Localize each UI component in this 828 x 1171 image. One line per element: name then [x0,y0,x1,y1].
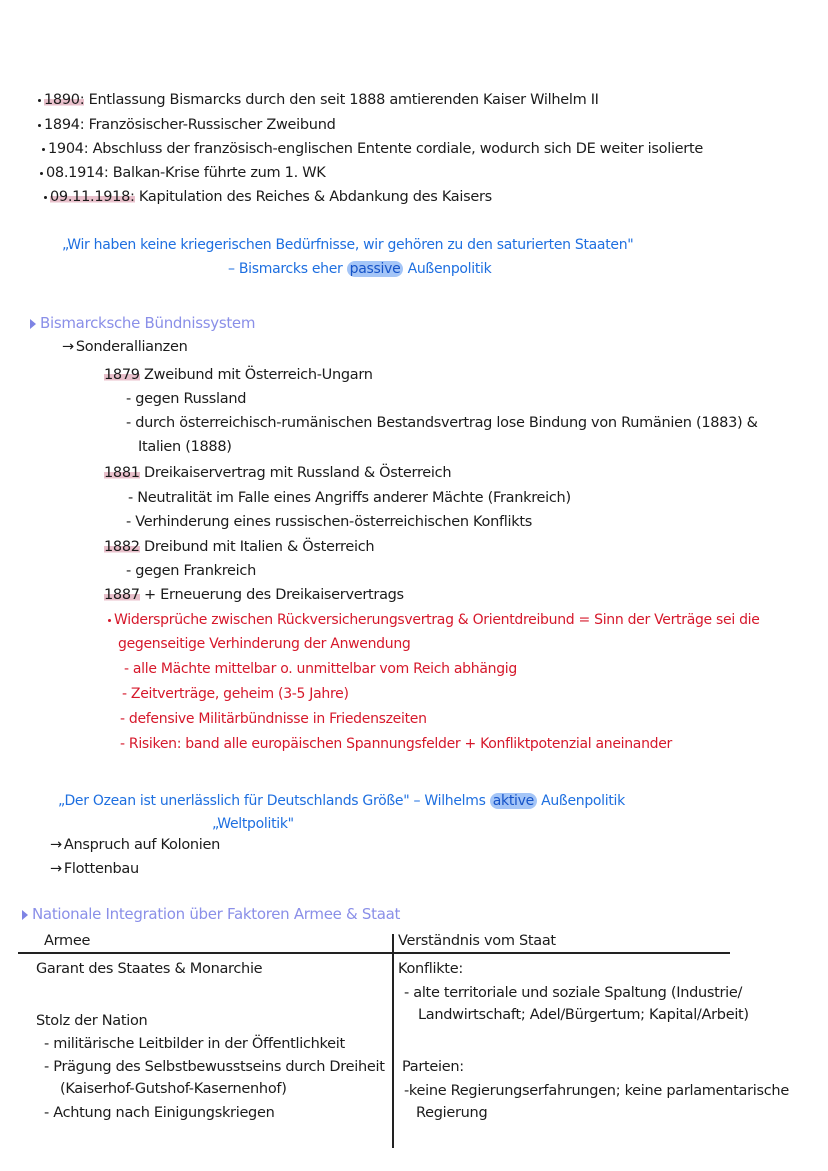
red-note-point: - Risiken: band alle europäischen Spannungsfelder + Konfliktpotenzial aneinander [120,736,673,752]
armee-point-cont: (Kaiserhof-Gutshof-Kasernenhof) [60,1081,287,1097]
arrow-right-icon: → [62,339,74,355]
timeline-text: Kapitulation des Reiches & Abdankung des Kaisers [138,189,492,205]
bullet-dot [42,148,45,151]
heading-text: Bismarcksche Bündnissystem [40,314,256,332]
highlight-passive: passive [347,261,404,277]
bullet-dot [44,196,47,199]
bullet-dot [108,619,111,622]
table-vertical-rule [392,934,394,1148]
timeline-date: 1894: [44,117,85,133]
arrow-item-text: Sonderallianzen [75,339,188,355]
treaty-title [104,464,451,482]
attribution-suffix: Außenpolitik [407,261,492,277]
treaty-title [104,366,373,384]
treaty-date: 1882 [104,539,140,555]
parteien-line: -keine Regierungserfahrungen; keine parlamentarische [404,1083,789,1099]
timeline-item [42,140,703,158]
treaty-point: - Neutralität im Falle eines Angriffs anderer Mächte (Frankreich) [128,490,571,506]
attribution-prefix: – Bismarcks eher [228,261,343,277]
treaty-title [104,586,404,604]
timeline-item [38,91,599,109]
triangle-bullet-icon [22,910,28,920]
armee-point: - Prägung des Selbstbewusstseins durch Dreiheit [44,1059,385,1075]
arrow-item: → Flottenbau [50,861,139,877]
armee-subhead: Stolz der Nation [36,1013,148,1029]
timeline-date: 08.1914: [46,165,109,181]
treaty-date: 1879 [104,367,140,383]
timeline-text: Entlassung Bismarcks durch den seit 1888 amtierenden Kaiser Wilhelm II [88,92,599,108]
armee-point: - militärische Leitbilder in der Öffentlichkeit [44,1036,345,1052]
bismarck-quote: „Wir haben keine kriegerischen Bedürfnisse, wir gehören zu den saturierten Staaten" [62,237,634,253]
wilhelm-quote [58,792,625,810]
column-header-armee: Armee [44,933,91,949]
timeline-date: 1904: [48,141,89,157]
arrow-right-icon: → [50,837,62,853]
parteien-label: Parteien: [402,1059,464,1075]
bullet-dot [38,124,41,127]
weltpolitik-label: „Weltpolitik" [212,816,294,832]
table-horizontal-rule [18,952,730,954]
treaty-point-cont: Italien (1888) [138,439,232,455]
treaty-name: + Erneuerung des Dreikaiservertrags [144,587,404,603]
timeline-item [44,188,492,206]
treaty-name: Dreibund mit Italien & Österreich [144,539,375,555]
timeline-date: 09.11.1918: [50,189,135,205]
konflikte-line-cont: Landwirtschaft; Adel/Bürgertum; Kapital/Arbeit) [418,1007,749,1023]
timeline-text: Französischer-Russischer Zweibund [88,117,336,133]
treaty-point: - gegen Russland [126,391,247,407]
wilhelm-quote-suffix: Außenpolitik [541,793,625,809]
konflikte-label: Konflikte: [398,961,463,977]
treaty-name: Dreikaiservertrag mit Russland & Österreich [144,465,452,481]
red-note-intro: Widersprüche zwischen Rückversicherungsvertrag & Orientdreibund = Sinn der Verträge sei die [108,611,760,629]
treaty-date: 1887 [104,587,140,603]
arrow-right-icon: → [50,861,62,877]
timeline-text: Abschluss der französisch-englischen Entente cordiale, wodurch sich DE weiter isolierte [92,141,703,157]
armee-line: Garant des Staates & Monarchie [36,961,263,977]
treaty-name: Zweibund mit Österreich-Ungarn [144,367,373,383]
red-note-point: - Zeitverträge, geheim (3-5 Jahre) [122,686,349,702]
treaty-date: 1881 [104,465,140,481]
timeline-date: 1890: [44,92,85,108]
treaty-point: - Verhinderung eines russischen-österreichischen Konflikts [126,514,533,530]
treaty-title [104,538,374,556]
section-heading-buendnis [30,314,255,332]
highlight-aktive: aktive [490,793,537,809]
bullet-dot [40,172,43,175]
red-note-intro-cont: gegenseitige Verhinderung der Anwendung [118,636,411,652]
red-note-point: - defensive Militärbündnisse in Friedenszeiten [120,711,427,727]
parteien-line-cont: Regierung [416,1105,488,1121]
timeline-item [40,164,325,182]
konflikte-line: - alte territoriale und soziale Spaltung (Industrie/ [404,985,743,1001]
triangle-bullet-icon [30,319,36,329]
wilhelm-quote-text: „Der Ozean ist unerlässlich für Deutschlands Größe" – Wilhelms [58,793,486,809]
armee-point: - Achtung nach Einigungskriegen [44,1105,275,1121]
bullet-dot [38,99,41,102]
arrow-item-sonderallianzen [62,338,187,356]
section-heading-integration: Nationale Integration über Faktoren Armee & Staat [22,905,400,923]
column-header-staat: Verständnis vom Staat [398,933,556,949]
arrow-item: → Anspruch auf Kolonien [50,837,221,853]
treaty-point: - durch österreichisch-rumänischen Bestandsvertrag lose Bindung von Rumänien (1883) & [126,415,758,431]
timeline-text: Balkan-Krise führte zum 1. WK [112,165,326,181]
red-note-point: - alle Mächte mittelbar o. unmittelbar vom Reich abhängig [124,661,517,677]
treaty-point: - gegen Frankreich [126,563,256,579]
bismarck-attribution [228,260,491,278]
timeline-item [38,116,336,134]
